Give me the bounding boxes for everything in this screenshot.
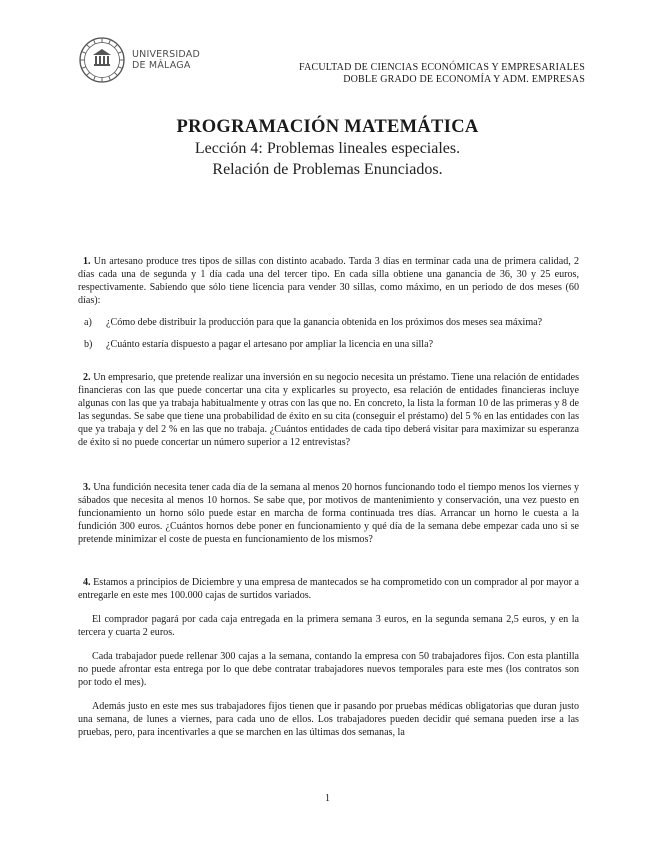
- university-line-2: DE MÁLAGA: [132, 60, 191, 71]
- problem-1-statement: [78, 255, 579, 307]
- problem-text: Un artesano produce tres tipos de sillas con distinto acabado. Tarda 3 días en terminar cada una de primera calidad, 2 días cada una de segunda y 1 día cada una del tercer tipo. En cada silla obtiene una ganancia de 36, 30 y 25 euros, respectivamente. Sabiendo que sólo tiene licencia para vender 30 sillas, como máximo, en un periodo de dos meses (60 días):: [78, 256, 579, 306]
- university-logo: [78, 36, 200, 84]
- problem-number: 3.: [83, 482, 91, 493]
- problem-number: 4.: [83, 577, 91, 588]
- problem-1: [78, 255, 579, 351]
- problem-3: [78, 481, 579, 546]
- university-line-1: UNIVERSIDAD: [132, 49, 200, 60]
- problem-text: Estamos a principios de Diciembre y una empresa de mantecados se ha comprometido con un comprador al por mayor a entregarle en este mes 100.000 cajas de surtidos variados.: [78, 577, 579, 601]
- faculty-header: [299, 62, 585, 86]
- faculty-line-1: FACULTAD DE CIENCIAS ECONÓMICAS Y EMPRESARIALES: [299, 62, 585, 73]
- university-logo-icon: [78, 36, 126, 84]
- item-label: b): [84, 339, 93, 350]
- title-block: [0, 116, 655, 180]
- problem-4-paragraph: Cada trabajador puede rellenar 300 cajas a la semana, contando la empresa con 50 trabajadores fijos. Con esta plantilla no puede afrontar esta entrega por lo que debe contratar trabajadores nuevos temporales para este mes (los contratos son por todo el mes).: [78, 651, 579, 688]
- problem-2: [78, 371, 579, 449]
- problem-list: [78, 255, 579, 739]
- problem-4: [78, 576, 579, 739]
- problem-text: Un empresario, que pretende realizar una inversión en su negocio necesita un préstamo. Tiene una relación de entidades financieras con las que puede concertar una cita y explicarles su proyecto, esa relación de entidades financieras incluye algunas con las que ya trabaja habitualmente y otras con las que no. En concreto, la lista la forman 10 de las primeras y 8 de las segundas. Se sabe que tiene una probabilidad de éxito en su cita (conseguir el préstamo) del 5 % en las entidades con las que ya trabaja y del 2 % en las que no trabaja. ¿Cuántos entidades de cada tipo deberá visitar para maximizar su esperanza de éxito si no puede concertar un número superior a 12 entrevistas?: [78, 372, 580, 448]
- list-item: [78, 316, 579, 329]
- problem-4-paragraph: Además justo en este mes sus trabajadores fijos tienen que ir pasando por pruebas médicas obligatorias que duran justo una semana, de lunes a viernes, para cada uno de ellos. Los trabajadores pueden decidir qué semana pueden irse a las pruebas, pero, para incentivarles a que se marchen en las últimas dos semanas, la: [78, 701, 579, 738]
- item-text: ¿Cómo debe distribuir la producción para que la ganancia obtenida en los próximos dos meses sea máxima?: [106, 317, 543, 328]
- page-number: 1: [325, 793, 330, 804]
- faculty-line-2: DOBLE GRADO DE ECONOMÍA Y ADM. EMPRESAS: [343, 74, 585, 85]
- problem-2-statement: [78, 371, 579, 449]
- relation-subtitle: Relación de Problemas Enunciados.: [212, 161, 443, 178]
- problem-number: 2.: [83, 372, 91, 383]
- problem-text: Una fundición necesita tener cada día de la semana al menos 20 hornos funcionando todo el tiempo menos los viernes y sábados que necesita al menos 10 hornos. Se sabe que, por motivos de mantenimiento y conservación, una vez puesto en funcionamiento un horno sólo puede estar en marcha de forma continuada tres días. Arrancar un horno le cuesta a la fundición 300 euros. ¿Cuántos hornos debe poner en funcionamiento y qué día de la semana debe empezar cada uno si se pretende minimizar el coste de puesta en funcionamiento de los mismos?: [78, 482, 579, 545]
- problem-4-statement: [78, 576, 579, 602]
- item-text: ¿Cuánto estaría dispuesto a pagar el artesano por ampliar la licencia en una silla?: [106, 339, 434, 350]
- university-name: [132, 49, 200, 71]
- document-title: PROGRAMACIÓN MATEMÁTICA: [176, 117, 479, 137]
- lesson-subtitle: Lección 4: Problemas lineales especiales.: [194, 140, 461, 157]
- problem-1-items: [78, 316, 579, 351]
- list-item: [78, 338, 579, 351]
- problem-number: 1.: [83, 256, 91, 267]
- problem-4-paragraph: El comprador pagará por cada caja entregada en la primera semana 3 euros, en la segunda semana 2,5 euros, y en la tercera y cuarta 2 euros.: [78, 614, 579, 638]
- item-label: a): [84, 317, 92, 328]
- problem-3-statement: [78, 481, 579, 546]
